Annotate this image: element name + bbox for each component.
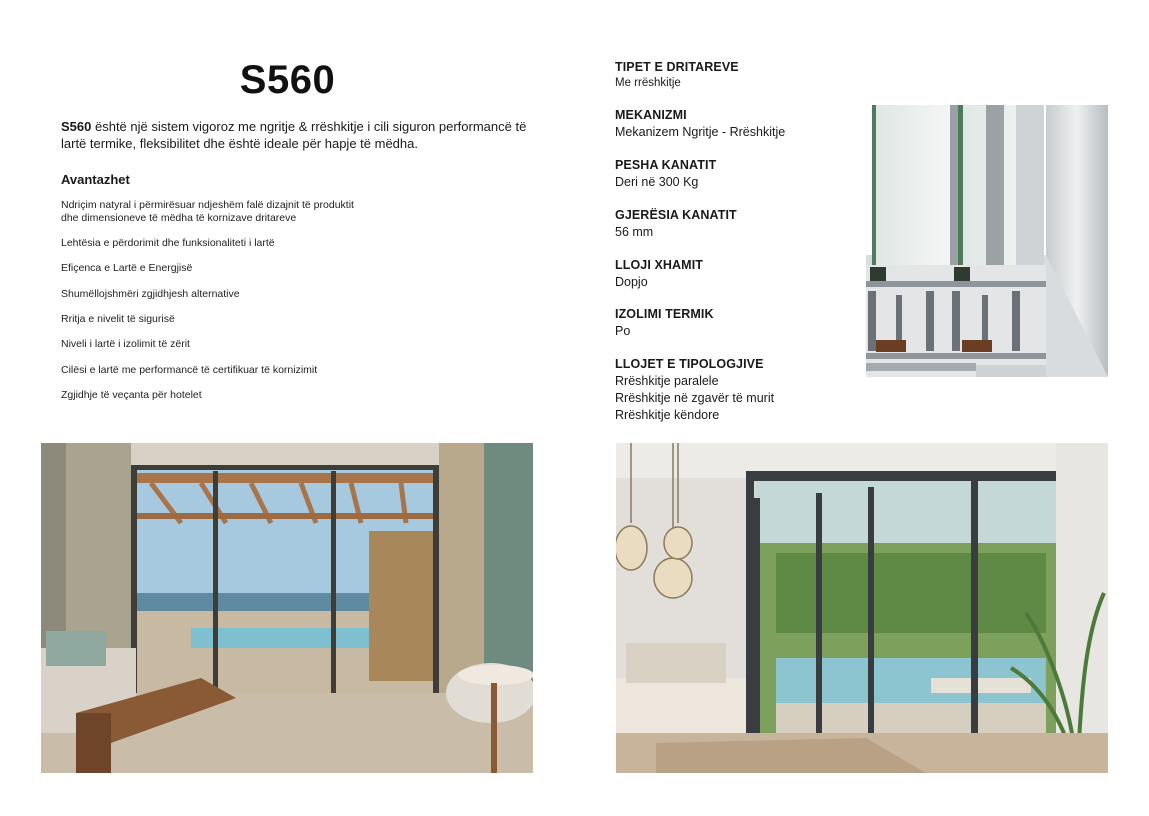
advantage-item: Niveli i lartë i izolimit të zërit xyxy=(61,338,190,350)
living-room-photo xyxy=(616,443,1108,773)
advantage-item: Lehtësia e përdorimit dhe funksionaliteti i lartë xyxy=(61,237,275,249)
advantages-heading: Avantazhet xyxy=(61,172,130,187)
page-title: S560 xyxy=(239,58,336,102)
intro-product-name: S560 xyxy=(61,119,92,134)
advantage-item: Ndriçim natyral i përmirësuar ndjeshëm falë dizajnit të produktit dhe dimensioneve të mëdha të kornizave dritareve xyxy=(61,199,354,224)
spec-label-window-types: TIPET E DRITAREVE xyxy=(615,60,739,74)
spec-value-window-types: Me rrëshkitje xyxy=(615,77,681,89)
profile-section-image xyxy=(866,105,1108,377)
spec-label-sash-weight: PESHA KANATIT xyxy=(615,158,717,172)
spec-value-sash-weight: Deri në 300 Kg xyxy=(615,175,699,189)
advantage-item: Efiçenca e Lartë e Energjisë xyxy=(61,262,193,274)
advantage-item: Shumëllojshmëri zgjidhjesh alternative xyxy=(61,288,240,300)
spec-value-typology: Rrëshkitje këndore xyxy=(615,408,720,422)
spec-value-mechanism: Mekanizem Ngritje - Rrëshkitje xyxy=(615,125,786,139)
spec-value-typology: Rrëshkitje në zgavër të murit xyxy=(615,391,775,405)
spec-value-thermal-insulation: Po xyxy=(615,324,631,338)
spec-label-glass-type: LLOJI XHAMIT xyxy=(615,258,704,272)
spec-label-sash-width: GJERËSIA KANATIT xyxy=(615,208,737,222)
spec-label-thermal-insulation: IZOLIMI TERMIK xyxy=(615,307,714,321)
product-intro xyxy=(61,118,531,152)
hotel-room-photo xyxy=(41,443,533,773)
advantage-item: Cilësi e lartë me performancë të certifikuar të kornizimit xyxy=(61,364,318,376)
spec-value-sash-width: 56 mm xyxy=(615,225,654,239)
advantage-item: Rritja e nivelit të sigurisë xyxy=(61,313,175,325)
spec-value-glass-type: Dopjo xyxy=(615,275,648,289)
intro-text: është një sistem vigoroz me ngritje & rrëshkitje i cili siguron performancë të lartë termike, fleksibilitet dhe është ideale për hapje të mëdha. xyxy=(61,119,527,151)
advantage-item: Zgjidhje të veçanta për hotelet xyxy=(61,389,202,401)
spec-label-mechanism: MEKANIZMI xyxy=(615,108,687,122)
spec-label-typologies: LLOJET E TIPOLOGJIVE xyxy=(615,357,764,371)
spec-value-typology: Rrëshkitje paralele xyxy=(615,374,719,388)
